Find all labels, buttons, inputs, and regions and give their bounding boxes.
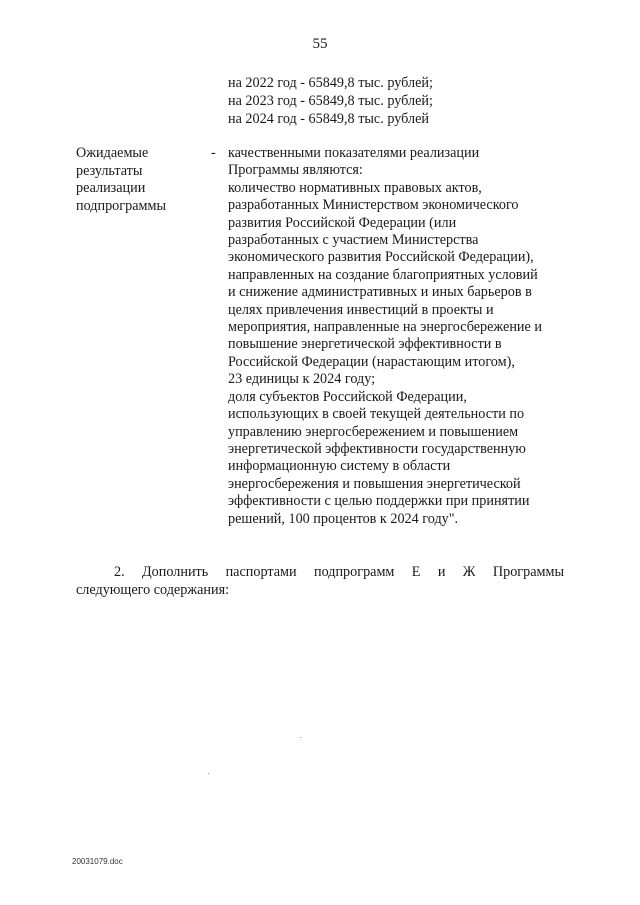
results-line: целях привлечения инвестиций в проекты и bbox=[228, 301, 494, 318]
section-label bbox=[76, 145, 166, 215]
results-line: разработанных Министерством экономического bbox=[228, 197, 519, 214]
section-label-line: результаты bbox=[76, 162, 143, 179]
section-label-line: подпрограммы bbox=[76, 197, 166, 214]
results-line: качественными показателями реализации bbox=[228, 145, 480, 161]
results-line: энергосбережения и повышения энергетической bbox=[228, 475, 521, 492]
funding-block bbox=[228, 74, 433, 128]
results-line: количество нормативных правовых актов, bbox=[228, 179, 482, 196]
amendment-paragraph bbox=[76, 563, 564, 599]
funding-line: на 2023 год - 65849,8 тыс. рублей; bbox=[228, 93, 433, 109]
results-line: мероприятия, направленные на энергосбережение и bbox=[228, 319, 542, 336]
funding-line: на 2024 год - 65849,8 тыс. рублей bbox=[228, 111, 429, 127]
results-line: развития Российской Федерации (или bbox=[228, 214, 457, 231]
results-line: доля субъектов Российской Федерации, bbox=[228, 388, 467, 405]
section-label-line: реализации bbox=[76, 180, 146, 196]
results-line: направленных на создание благоприятных условий bbox=[228, 266, 538, 283]
results-line: использующих в своей текущей деятельности по bbox=[228, 406, 525, 423]
results-line: информационную систему в области bbox=[228, 458, 451, 475]
scan-speck bbox=[208, 773, 209, 774]
funding-line: на 2022 год - 65849,8 тыс. рублей; bbox=[228, 75, 433, 91]
document-filename: 20031079.doc bbox=[72, 857, 123, 866]
results-line: экономического развития Российской Федерации), bbox=[228, 249, 534, 266]
scan-speck bbox=[300, 737, 301, 738]
results-line: решений, 100 процентов к 2024 году". bbox=[228, 510, 459, 527]
results-line: 23 единицы к 2024 году; bbox=[228, 371, 376, 388]
results-line: энергетической эффективности государственную bbox=[228, 440, 526, 457]
results-line: эффективности с целью поддержки при принятии bbox=[228, 493, 530, 510]
expected-results-text bbox=[228, 145, 573, 528]
results-line: Программы являются: bbox=[228, 162, 363, 179]
results-line: разработанных с участием Министерства bbox=[228, 232, 479, 249]
section-label-line: Ожидаемые bbox=[76, 145, 149, 161]
results-line: повышение энергетической эффективности в bbox=[228, 336, 502, 353]
section-dash: - bbox=[211, 145, 216, 161]
results-line: и снижение административных и иных барьеров в bbox=[228, 284, 532, 301]
paragraph-line: следующего содержания: bbox=[76, 582, 230, 598]
page-number: 55 bbox=[312, 36, 328, 52]
paragraph-line: 2. Дополнить паспортами подпрограмм Е и Ж Программы bbox=[114, 564, 564, 580]
results-line: управлению энергосбережением и повышением bbox=[228, 423, 519, 440]
results-line: Российской Федерации (нарастающим итогом), bbox=[228, 353, 515, 370]
